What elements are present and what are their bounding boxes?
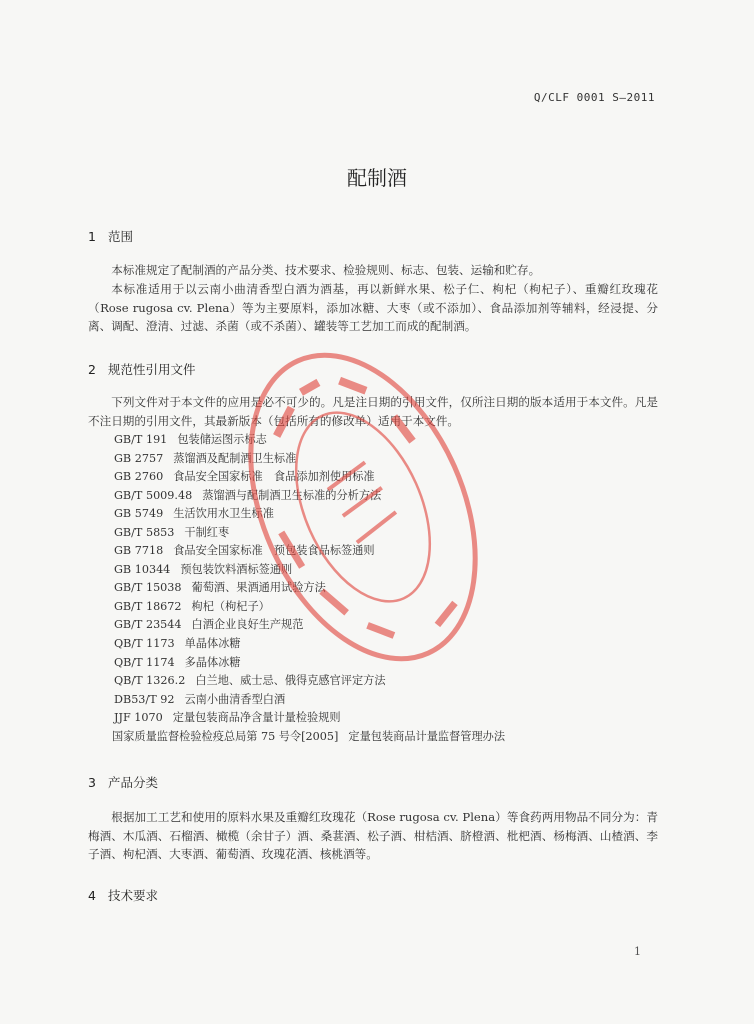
reference-code: QB/T 1173 <box>114 637 175 651</box>
section-4-title: 技术要求 <box>108 888 159 903</box>
reference-code: QB/T 1174 <box>114 655 175 669</box>
reference-code: GB/T 18672 <box>114 599 182 613</box>
section-4-number: 4 <box>88 888 96 903</box>
reference-item <box>114 487 634 506</box>
reference-code: GB 2760 <box>114 470 164 484</box>
section-1-title: 范围 <box>108 229 134 244</box>
reference-code: DB53/T 92 <box>114 692 175 706</box>
section-3-heading <box>88 773 158 791</box>
reference-title: 白酒企业良好生产规范 <box>191 618 304 632</box>
reference-title: 云南小曲清香型白酒 <box>184 692 286 706</box>
reference-code: GB 7718 <box>114 544 164 558</box>
section-4-heading <box>88 886 158 904</box>
reference-item <box>114 450 634 469</box>
reference-code: 国家质量监督检验检疫总局第 75 号令[2005] <box>112 729 339 743</box>
reference-title: 葡萄酒、果酒通用试验方法 <box>191 581 326 595</box>
document-title: 配制酒 <box>347 166 407 190</box>
reference-item <box>114 561 634 580</box>
reference-title: 白兰地、威士忌、俄得克感官评定方法 <box>195 674 386 688</box>
section-1-paragraph-1: 本标准规定了配制酒的产品分类、技术要求、检验规则、标志、包装、运输和贮存。 <box>111 263 541 277</box>
reference-item <box>114 654 634 673</box>
section-2-title: 规范性引用文件 <box>108 362 196 377</box>
reference-code: GB 5749 <box>114 507 164 521</box>
reference-item <box>114 431 634 450</box>
reference-title: 多晶体冰糖 <box>184 655 241 669</box>
reference-code: JJF 1070 <box>114 711 163 725</box>
reference-code: GB/T 191 <box>114 433 168 446</box>
reference-title: 蒸馏酒与配制酒卫生标准的分析方法 <box>202 488 382 502</box>
section-2-paragraph: 下列文件对于本文件的应用是必不可少的。凡是注日期的引用文件，仅所注日期的版本适用于本文件。凡是不注日期的引用文件，其最新版本（包括所有的修改单）适用于本文件。 <box>88 395 658 428</box>
reference-code: GB 10344 <box>114 562 171 576</box>
reference-code: GB/T 23544 <box>114 618 182 632</box>
section-2-number: 2 <box>88 362 96 377</box>
section-1-number: 1 <box>88 229 96 244</box>
document-code: Q/CLF 0001 S—2011 <box>533 91 655 104</box>
reference-title: 食品安全国家标准 预包装食品标签通则 <box>173 544 375 558</box>
section-3-title: 产品分类 <box>108 775 159 790</box>
reference-item <box>114 542 634 561</box>
reference-item <box>114 579 634 598</box>
reference-title: 枸杞（枸杞子） <box>191 599 270 613</box>
reference-item <box>114 505 634 524</box>
reference-title: 生活饮用水卫生标准 <box>173 507 274 521</box>
reference-item <box>114 598 634 617</box>
reference-item <box>112 728 634 747</box>
reference-title: 预包装饮料酒标签通则 <box>180 562 293 576</box>
reference-title: 定量包装商品计量监督管理办法 <box>348 729 506 743</box>
page-number: 1 <box>634 945 641 958</box>
normative-references-list <box>114 431 634 746</box>
reference-code: GB/T 5853 <box>114 525 175 539</box>
section-1-heading <box>88 227 133 245</box>
reference-title: 定量包装商品净含量计量检验规则 <box>172 711 341 725</box>
reference-item <box>114 635 634 654</box>
reference-item <box>114 468 634 487</box>
reference-title: 干制红枣 <box>184 525 230 539</box>
section-3-number: 3 <box>88 775 96 790</box>
reference-item <box>114 709 634 728</box>
reference-title: 食品安全国家标准 食品添加剂使用标准 <box>173 470 375 484</box>
reference-item <box>114 672 634 691</box>
section-1-paragraph-2: 本标准适用于以云南小曲清香型白酒为酒基，再以新鲜水果、松子仁、枸杞（枸杞子）、重瓣红玫瑰花（Rose rugosa cv. Plena）等为主要原料，添加冰糖、大枣（或不添加）、食品添加剂等辅料，经浸提、分离、调配、澄清、过滤、杀菌（或不杀菌）、罐装等工艺加工而成的配制酒。 <box>88 282 658 333</box>
reference-code: GB 2757 <box>114 451 164 465</box>
reference-title: 包装储运图示标志 <box>177 433 267 446</box>
reference-item <box>114 691 634 710</box>
section-2-heading <box>88 360 196 378</box>
reference-code: GB/T 5009.48 <box>114 488 193 502</box>
reference-title: 单晶体冰糖 <box>184 637 241 651</box>
reference-item <box>114 524 634 543</box>
reference-code: GB/T 15038 <box>114 581 182 595</box>
reference-item <box>114 616 634 635</box>
reference-title: 蒸馏酒及配制酒卫生标准 <box>173 451 297 465</box>
reference-code: QB/T 1326.2 <box>114 674 186 688</box>
section-3-paragraph: 根据加工工艺和使用的原料水果及重瓣红玫瑰花（Rose rugosa cv. Plena）等食药两用物品不同分为：青梅酒、木瓜酒、石榴酒、橄榄（余甘子）酒、桑葚酒、松子酒、柑桔酒、脐橙酒、枇杷酒、杨梅酒、山楂酒、李子酒、枸杞酒、大枣酒、葡萄酒、玫瑰花酒、核桃酒等。 <box>88 810 658 861</box>
